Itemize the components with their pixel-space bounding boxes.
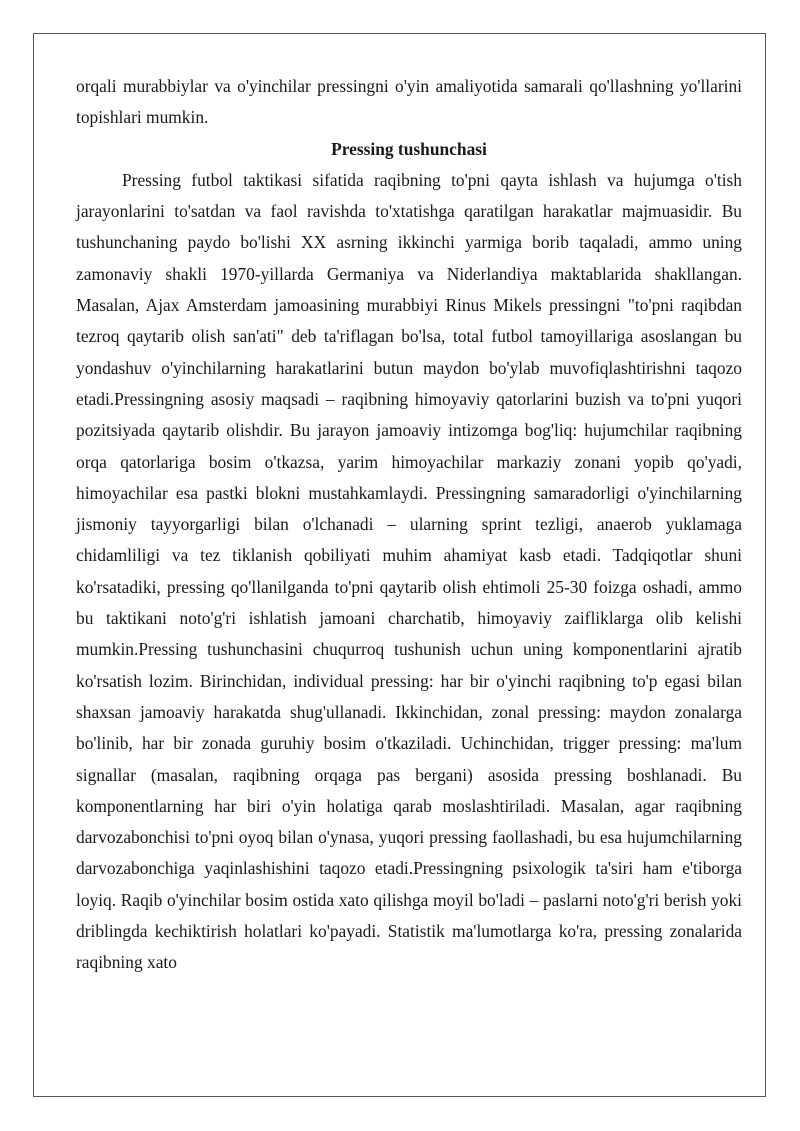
intro-paragraph: orqali murabbiylar va o'yinchilar pressingni o'yin amaliyotida samarali qo'llashning yo'llarini topishlari mumkin. — [76, 76, 742, 128]
section-heading: Pressing tushunchasi — [331, 138, 487, 159]
main-paragraph: Pressing futbol taktikasi sifatida raqibning to'pni qayta ishlash va hujumga o'tish jarayonlarini to'satdan va faol ravishda to'xtatishga qaratilgan harakatlar majmuasidir. Bu tushunchaning paydo bo'lishi XX asrning ikkinchi yarmiga borib taqaladi, ammo uning zamonaviy shakli 1970-yillarda Germaniya va Niderlandiya maktablarida shakllangan. Masalan, Ajax Amsterdam jamoasining murabbiyi Rinus Mikels pressingni "to'pni raqibdan tezroq qaytarib olish san'ati" deb ta'riflagan bo'lsa, total futbol tamoyillariga asoslangan bu yondashuv o'yinchilarning harakatlarini butun maydon bo'ylab muvofiqlashtirishni taqozo etadi.Pressingning asosiy maqsadi – raqibning himoyaviy qatorlarini buzish va to'pni yuqori pozitsiyada qaytarib olishdir. Bu jarayon jamoaviy intizomga bog'liq: hujumchilar raqibning orqa qatorlariga bosim o'tkazsa, yarim himoyachilar markaziy zonani yopib qo'yadi, himoyachilar esa pastki blokni mustahkamlaydi. Pressingning samaradorligi o'yinchilarning jismoniy tayyorgarligi bilan o'lchanadi – ularning sprint tezligi, anaerob yuklamaga chidamliligi va tez tiklanish qobiliyati muhim ahamiyat kasb etadi. Tadqiqotlar shuni ko'rsatadiki, pressing qo'llanilganda to'pni qaytarib olish ehtimoli 25-30 foizga oshadi, ammo bu taktikani noto'g'ri ishlatish jamoani charchatib, himoyaviy zaifliklarga olib kelishi mumkin.Pressing tushunchasini chuqurroq tushunish uchun uning komponentlarini ajratib ko'rsatish lozim. Birinchidan, individual pressing: har bir o'yinchi raqibning to'p egasi bilan shaxsan jamoaviy harakatda shug'ullanadi. Ikkinchidan, zonal pressing: maydon zonalarga bo'linib, har bir zonada guruhiy bosim o'tkaziladi. Uchinchidan, trigger pressing: ma'lum signallar (masalan, raqibning orqaga pas bergani) asosida pressing boshlanadi. Bu komponentlarning har biri o'yin holatiga qarab moslashtiriladi. Masalan, agar raqibning darvozabonchisi to'pni oyoq bilan o'ynasa, yuqori pressing faollashadi, bu esa hujumchilarning darvozabonchiga yaqinlashishini taqozo etadi.Pressingning psixologik ta'siri ham e'tiborga loyiq. Raqib o'yinchilar bosim ostida xato qilishga moyil bo'ladi – paslarni noto'g'ri berish yoki driblingda kechiktirish holatlari ko'payadi. Statistik ma'lumotlarga ko'ra, pressing zonalarida raqibning xato — [76, 169, 742, 973]
document-body — [76, 71, 742, 979]
